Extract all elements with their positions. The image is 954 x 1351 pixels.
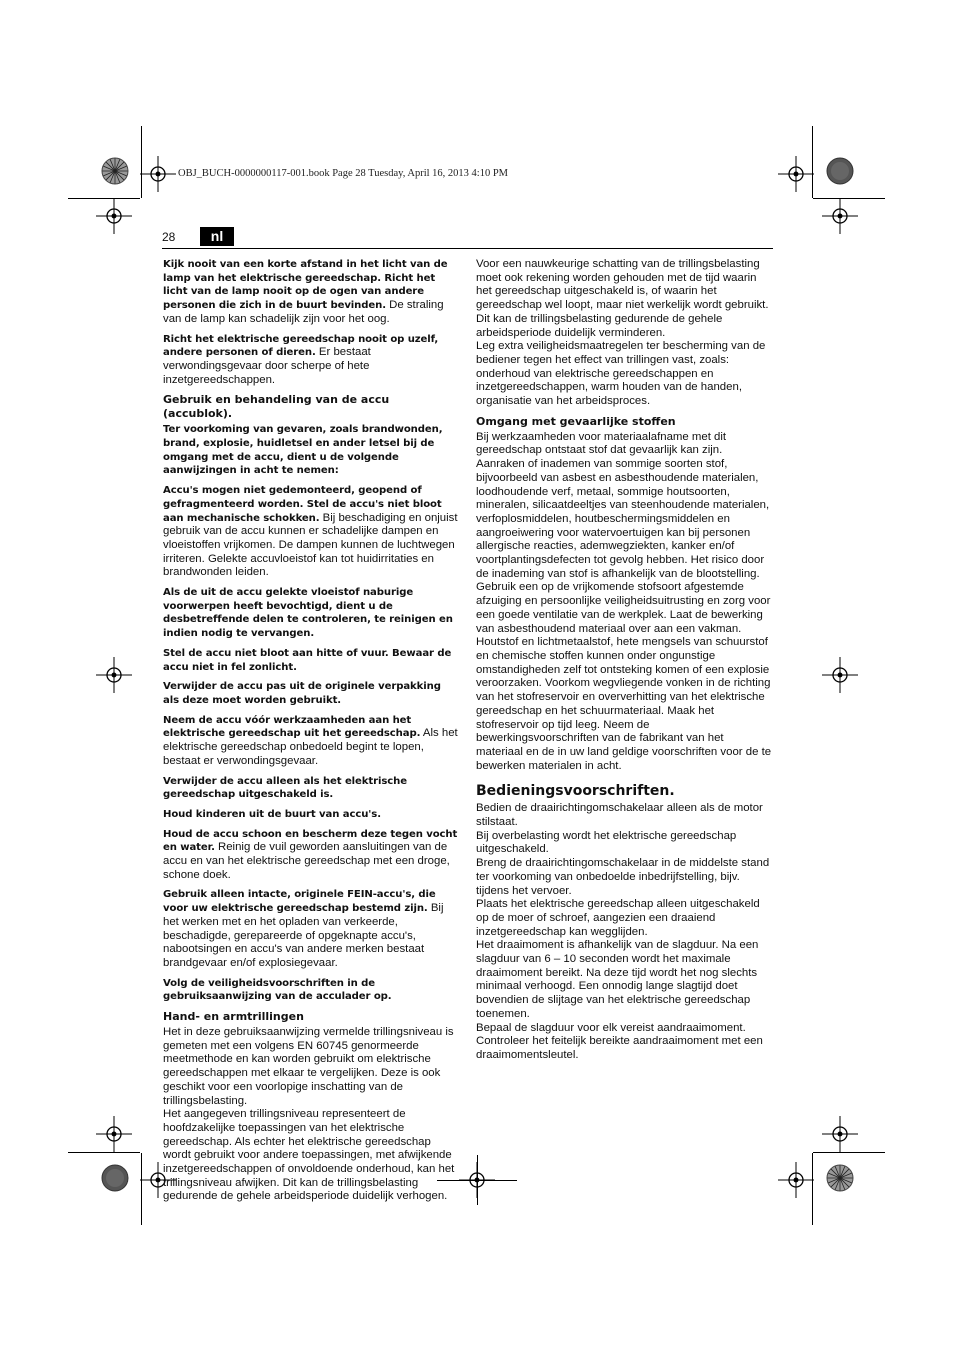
bold-text: Stel de accu niet bloot aan hitte of vuur. Bewaar de accu niet in fel zonlicht.	[163, 647, 452, 673]
paragraph	[163, 647, 459, 674]
paragraph	[163, 680, 459, 707]
section-heading: Omgang met gevaarlijke stoffen	[476, 414, 676, 428]
paragraph	[476, 802, 772, 829]
section-heading: Gebruik en behandeling van de accu (accublok).	[163, 393, 390, 421]
body-text: Plaats het elektrische gereedschap alleen uitgeschakeld op de moer of schroef, aangezien een draaiend inzetgereedschap kan wegglijden.	[476, 898, 760, 938]
paragraph	[476, 636, 772, 773]
registration-target-icon	[96, 198, 132, 234]
paragraph	[476, 431, 772, 458]
registration-target-icon	[822, 657, 858, 693]
body-text: Bij beschadiging en onjuist gebruik van de accu kunnen er schadelijke dampen en vloeistoffen vrijkomen. De dampen kunnen de luchtwegen irriteren. Gelekte accuvloeistof kan tot huidirritaties en brandwonden leiden.	[163, 511, 458, 579]
paragraph	[163, 258, 459, 327]
section-title: Bedieningsvoorschriften.	[476, 783, 675, 800]
bold-text: Ter voorkoming van gevaren, zoals brandwonden, brand, explosie, huidletsel en ander letsel bij de omgang met de accu, dient u de volgende aanwijzingen in acht te nemen:	[163, 424, 443, 477]
body-text: Reinig de vuil geworden aansluitingen van de accu en van het elektrische gereedschap met een droge, schone doek.	[163, 841, 450, 881]
registration-target-icon	[778, 156, 814, 192]
body-text: Aanraken of inademen van sommige soorten stof, bijvoorbeeld van asbest en asbesthoudende materialen, loodhoudende verf, metaal, sommige houtsoorten, mineralen, silicaatdeeltjes van steenhoudende materialen, verfoplosmiddelen, houtbeschermingsmiddelen en aangroeiwering voor watervoertuigen kan bij personen allergische reacties, ademwegziekten, kanker en/of voortplantingsdefecten tot gevolg hebben. Het risico door de inademing van stof is afhankelijk van de blootstelling. Gebruik een op de vrijkomende stofsoort afgestemde afzuiging en persoonlijke veiligheidsuitrusting en zorg voor een goede ventilatie van de werkplek. Laat de bewerking van asbesthoudend materiaal over aan een vakman.	[476, 458, 771, 635]
paragraph	[163, 888, 459, 970]
registration-target-icon	[822, 198, 858, 234]
right-column	[476, 258, 772, 1063]
body-text: Voor een nauwkeurige schatting van de trillingsbelasting moet ook rekening worden gehouden met de tijd waarin het gereedschap uitgeschakeld is, of waarin het gereedschap wel loopt, maar niet werkelijk wordt gebruikt. Dit kan de trillingsbelasting gedurende de gehele arbeidsperiode duidelijk verminderen.	[476, 258, 769, 339]
page-number: 28	[162, 230, 176, 244]
color-target-icon	[826, 1164, 854, 1192]
paragraph	[163, 333, 459, 388]
section-heading: Hand- en armtrillingen	[163, 1010, 304, 1024]
paragraph	[476, 898, 772, 939]
body-text: Het aangegeven trillingsniveau representeert de hoofdzakelijke toepassingen van het elektrische gereedschap. Als echter het elektrische gereedschap wordt gebruikt voor andere toepassingen, met afwijkende inzetgereedschappen of onvoldoende onderhoud, kan het trillingsniveau afwijken. Dit kan de trillingsbelasting gedurende de gehele arbeidsperiode duidelijk verhogen.	[163, 1108, 455, 1203]
body-text: Houtstof en lichtmetaalstof, hete mengsels van schuurstof en chemische stoffen kunnen onder ongunstige omstandigheden zelf tot ontsteking komen of een explosie veroorzaken. Voorkom wegvliegende vonken in de richting van het stofreservoir en oververhitting van het elektrische gereedschap en het schuurmateriaal. Maak het stofreservoir op tijd leeg. Neem de bewerkingsvoorschriften van de fabrikant van het materiaal en de in uw land geldige voorschriften voor de te bewerken materialen in acht.	[476, 636, 772, 772]
paragraph	[476, 939, 772, 1021]
left-column	[163, 258, 459, 1204]
paragraph	[163, 586, 459, 641]
color-target-icon	[101, 1164, 129, 1192]
paragraph	[163, 484, 459, 580]
registration-target-icon	[778, 1162, 814, 1198]
paragraph	[476, 340, 772, 409]
registration-target-icon	[96, 657, 132, 693]
bold-text: Houd de accu schoon en bescherm deze tegen vocht en water.	[163, 828, 458, 854]
paragraph	[163, 977, 459, 1004]
registration-target-icon	[140, 156, 176, 192]
paragraph	[476, 857, 772, 898]
registration-target-icon	[822, 1116, 858, 1152]
body-text: Er bestaat verwondingsgevaar door scherpe of hete inzetgereedschappen.	[163, 346, 371, 386]
bold-text: Verwijder de accu pas uit de originele verpakking als deze moet worden gebruikt.	[163, 681, 441, 706]
body-text: Leg extra veiligheidsmaatregelen ter bescherming van de bediener tegen het effect van trillingen vast, zoals: onderhoud van elektrische gereedschappen en inzetgereedschappen, warm houden van de handen, organisatie van het arbeidsproces.	[476, 340, 766, 408]
body-text: De straling van de lamp kan schadelijk zijn voor het oog.	[163, 299, 444, 325]
crop-mark	[477, 1155, 478, 1205]
bold-text: Verwijder de accu alleen als het elektrische gereedschap uitgeschakeld is.	[163, 775, 407, 801]
body-text: Bij werkzaamheden voor materiaalafname met dit gereedschap ontstaat stof dat gevaarlijk kan zijn.	[476, 430, 727, 457]
paragraph	[476, 830, 772, 857]
paragraph	[476, 458, 772, 636]
paragraph	[163, 808, 459, 822]
print-slug: OBJ_BUCH-0000000117-001.book Page 28 Tuesday, April 16, 2013 4:10 PM	[178, 168, 508, 179]
bold-text: Kijk nooit van een korte afstand in het licht van de lamp van het elektrische gereedschap. Richt het licht van de lamp nooit op de ogen van andere personen die zich in de buurt bevinden.	[163, 259, 448, 312]
body-text: Bij overbelasting wordt het elektrische gereedschap uitgeschakeld.	[476, 829, 737, 856]
body-text: Het draaimoment is afhankelijk van de slagduur. Na een slagduur van 6 – 10 seconden wordt het maximale draaimoment bereikt. Na deze tijd wordt het nog slechts minimaal verhoogd. Een onnodig lange slagtijd doet bovendien de slijtage van het elektrische gereedschap toenemen.	[476, 939, 759, 1020]
crop-mark	[68, 1152, 140, 1153]
bold-text: Volg de veiligheidsvoorschriften in de gebruiksaanwijzing van de acculader op.	[163, 977, 392, 1003]
language-badge: nl	[200, 227, 234, 246]
paragraph	[163, 714, 459, 769]
paragraph	[476, 258, 772, 340]
paragraph	[163, 423, 459, 478]
paragraph	[163, 775, 459, 802]
body-text: Bij het werken met en het opladen van verkeerde, beschadigde, gerepareerde of opgeknapte accu's, nabootsingen en accu's van andere merken bestaat brandgevaar en/of explosiegevaar.	[163, 902, 444, 969]
bold-text: Accu's mogen niet gedemonteerd, geopend of gefragmenteerd worden. Stel de accu's niet bloot aan mechanische schokken.	[163, 485, 442, 524]
color-target-icon	[826, 157, 854, 185]
bold-text: Richt het elektrische gereedschap nooit op uzelf, andere personen of dieren.	[163, 333, 439, 359]
body-text: Breng de draairichtingomschakelaar in de middelste stand ter voorkoming van onbedoelde inbedrijfstelling, bijv. tijdens het vervoer.	[476, 857, 770, 897]
color-target-icon	[101, 157, 129, 185]
body-text: Als het elektrische gereedschap onbedoeld begint te lopen, bestaat er verwondingsgevaar.	[163, 727, 458, 767]
header-rule	[162, 248, 773, 249]
paragraph	[163, 1108, 459, 1204]
registration-target-icon	[96, 1116, 132, 1152]
bold-text: Gebruik alleen intacte, originele FEIN-accu's, die voor uw elektrische gereedschap bestemd zijn.	[163, 889, 436, 915]
body-text: Bedien de draairichtingomschakelaar alleen als de motor stilstaat.	[476, 802, 763, 829]
bold-text: Houd kinderen uit de buurt van accu's.	[163, 808, 381, 820]
bold-text: Neem de accu vóór werkzaamheden aan het elektrische gereedschap uit het gereedschap.	[163, 714, 421, 740]
paragraph	[163, 828, 459, 883]
bold-text: Als de uit de accu gelekte vloeistof naburige voorwerpen heeft bevochtigd, dient u de desbetreffende delen te controleren, te reinigen en indien nodig te vervangen.	[163, 587, 453, 640]
paragraph	[476, 1022, 772, 1063]
paragraph	[163, 1026, 459, 1108]
crop-mark	[813, 1152, 885, 1153]
body-text: Het in deze gebruiksaanwijzing vermelde trillingsniveau is gemeten met een volgens EN 60745 genormeerde meetmethode en kan worden gebruikt om elektrische gereedschappen met elkaar te vergelijken. Deze is ook geschikt voor een voorlopige inschatting van de trillingsbelasting.	[163, 1026, 454, 1107]
body-text: Bepaal de slagduur voor elk vereist aandraaimoment. Controleer het feitelijk bereikte aandraaimoment met een draaimomentsleutel.	[476, 1021, 763, 1061]
